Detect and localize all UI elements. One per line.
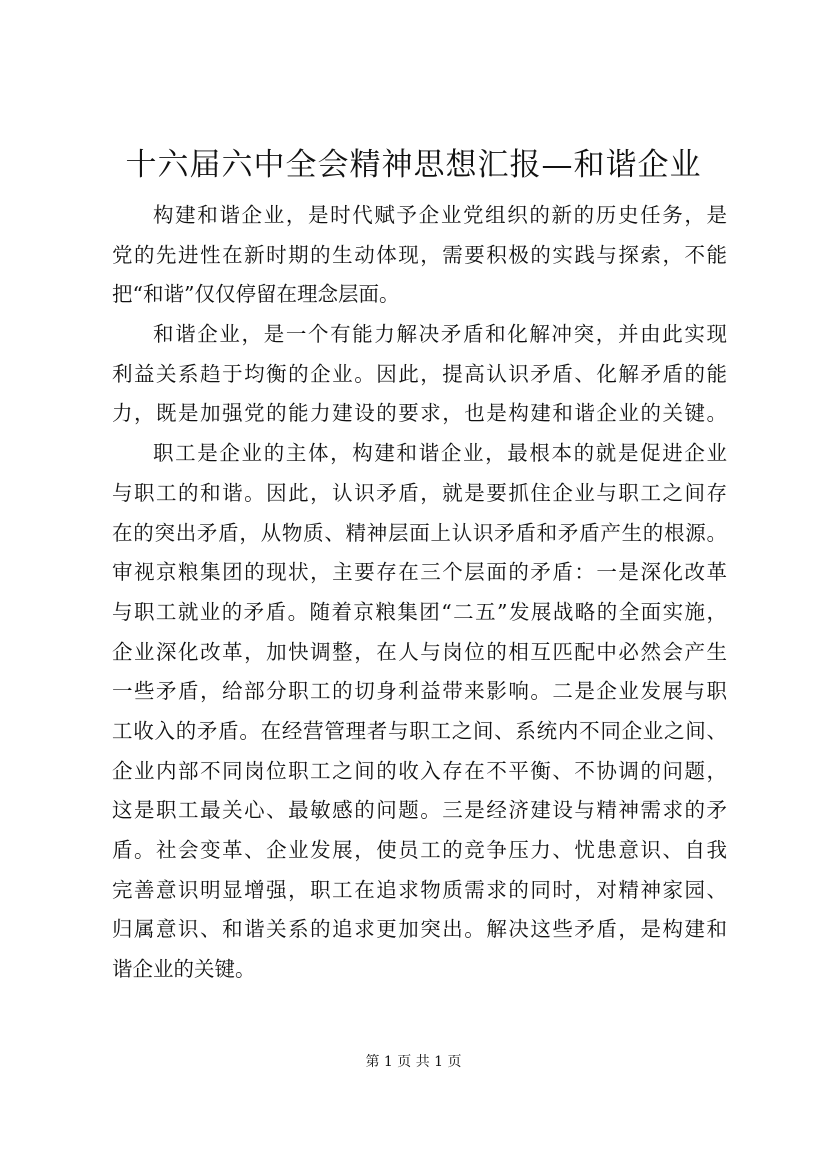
paragraph-line: 职工是企业的主体，构建和谐企业，最根本的就是促进企业	[153, 441, 727, 466]
paragraph-line: 工收入的矛盾。在经营管理者与职工之间、系统内不同企业之间、	[112, 718, 727, 743]
paragraph-line: 谐企业的关键。	[112, 957, 256, 982]
paragraph-line: 构建和谐企业，是时代赋予企业党组织的新的历史任务，是	[153, 203, 727, 227]
paragraph-line: 一些矛盾，给部分职工的切身利益带来影响。二是企业发展与职	[112, 679, 727, 704]
paragraph-line: 完善意识明显增强，职工在追求物质需求的同时，对精神家园、	[112, 877, 727, 902]
paragraph-line: 利益关系趋于均衡的企业。因此，提高认识矛盾、化解矛盾的能	[112, 361, 727, 386]
paragraph-line: 和谐企业，是一个有能力解决矛盾和化解冲突，并由此实现	[153, 322, 727, 347]
paragraph-line: 企业深化改革，加快调整，在人与岗位的相互匹配中必然会产生	[112, 639, 727, 664]
document-body	[112, 196, 727, 990]
paragraph-line: 把“和谐”仅仅停留在理念层面。	[112, 282, 400, 307]
paragraph-line: 与职工就业的矛盾。随着京粮集团“二五”发展战略的全面实施，	[112, 599, 727, 624]
paragraph-line: 审视京粮集团的现状，主要存在三个层面的矛盾：一是深化改革	[112, 560, 727, 585]
paragraph-line: 归属意识、和谐关系的追求更加突出。解决这些矛盾，是构建和	[112, 917, 727, 942]
paragraph-line: 在的突出矛盾，从物质、精神层面上认识矛盾和矛盾产生的根源。	[112, 520, 727, 545]
paragraph-line: 盾。社会变革、企业发展，使员工的竞争压力、忧患意识、自我	[112, 838, 727, 862]
paragraph	[112, 315, 727, 434]
document-title: 十六届六中全会精神思想汇报—和谐企业	[125, 147, 702, 183]
paragraph-line: 这是职工最关心、最敏感的问题。三是经济建设与精神需求的矛	[112, 798, 727, 823]
paragraph	[112, 434, 727, 990]
paragraph	[112, 196, 727, 315]
paragraph-line: 党的先进性在新时期的生动体现，需要积极的实践与探索，不能	[112, 242, 727, 267]
page-footer: 第 1 页 共 1 页	[365, 1054, 462, 1070]
paragraph-line: 与职工的和谐。因此，认识矛盾，就是要抓住企业与职工之间存	[112, 480, 727, 505]
paragraph-line: 力，既是加强党的能力建设的要求，也是构建和谐企业的关键。	[112, 401, 727, 426]
paragraph-line: 企业内部不同岗位职工之间的收入存在不平衡、不协调的问题，	[112, 758, 727, 783]
